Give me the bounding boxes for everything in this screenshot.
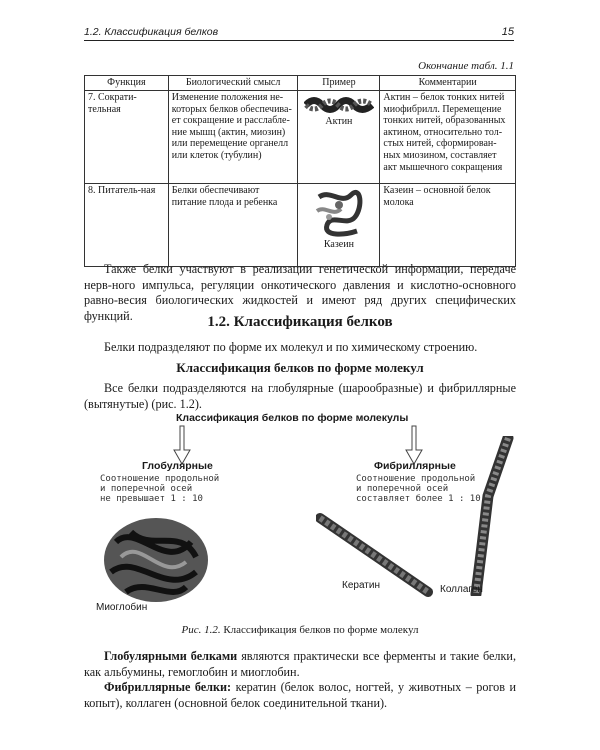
table-row [85, 91, 516, 184]
col-header-function: Функция [85, 76, 169, 91]
cell-example [298, 91, 380, 184]
col-header-comment: Комментарии [380, 76, 516, 91]
keratin-label: Кератин [342, 580, 380, 591]
section-title: 1.2. Классификация белков [207, 314, 393, 330]
header-section: 1.2. Классификация белков [84, 26, 219, 38]
fibrillar-term: Фибриллярные белки: [104, 680, 232, 694]
cell-meaning: Белки обеспечивают питание плода и ребенка [168, 184, 298, 267]
paragraph-shape: Все белки подразделяются на глобулярные (шарообразные) и фибриллярные (вытянутые) (рис. 1.2). [84, 381, 516, 411]
col-header-meaning: Биологический смысл [168, 76, 298, 91]
cell-comment: Актин – белок тонких нитей миофибрилл. Перемещение тонких нитей, образованных актином, относительно тол-стых нитей, сформирован-ных миозином, составляет акт мышечного сокращения [380, 91, 516, 184]
table-row [85, 184, 516, 267]
casein-structure-image [311, 187, 367, 239]
figure-caption-text: Классификация белков по форме молекул [223, 624, 419, 636]
myoglobin-label: Миоглобин [96, 602, 148, 613]
table-continuation-label: Окончание табл. 1.1 [418, 60, 514, 72]
globular-label: Глобулярные [142, 460, 213, 472]
running-header [84, 26, 514, 41]
protein-functions-table [84, 75, 516, 267]
figure-title: Классификация белков по форме молекулы [176, 412, 409, 424]
cell-comment: Казеин – основной белок молока [380, 184, 516, 267]
myoglobin-structure-image [96, 512, 216, 607]
paragraph-functions: Также белки участвуют в реализации генетической информации, передаче нерв-ного импульса, регуляции онкотического давления и кислотно-основного равно-весия биологических жидкостей и имеют ряд других специфических функций. [84, 262, 516, 323]
globular-text: являются практически все ферменты и такие белки, как альбумины, гемоглобин и миоглобин. [84, 649, 516, 679]
paragraph-globular [84, 649, 516, 680]
cell-function: 8. Питатель-ная [85, 184, 169, 267]
collagen-structure-image [468, 436, 518, 596]
globular-term: Глобулярными белками [104, 649, 238, 663]
globular-description: Соотношение продольной и поперечной осей не превышает 1 : 10 [100, 474, 220, 504]
figure-classification [84, 412, 516, 617]
cell-function: 7. Сократи-тельная [85, 91, 169, 184]
table-header-row [85, 76, 516, 91]
paragraph-fibrillar [84, 680, 516, 711]
fibrillar-description: Соотношение продольной и поперечной осей составляет более 1 : 10 [356, 474, 481, 504]
figure-caption-number: Рис. 1.2. [181, 624, 221, 636]
fibrillar-text: кератин (белок волос, ногтей, у животных – рогов и копыт), коллаген (основной белок соединительной ткани). [84, 680, 516, 710]
page-number: 15 [501, 26, 514, 38]
figure-caption [84, 624, 516, 636]
cell-meaning: Изменение положения не-которых белков обеспечива-ет сокращение и расслабле-ние мышц (актин, миозин) или перемещение органелл или клеток (тубулин) [168, 91, 298, 184]
col-header-example: Пример [298, 76, 380, 91]
fibrillar-label: Фибриллярные [374, 460, 456, 472]
example-caption: Актин [325, 116, 353, 127]
actin-structure-image [304, 94, 374, 116]
subsection-title: Классификация белков по форме молекул [176, 360, 424, 375]
cell-example [298, 184, 380, 267]
collagen-label: Коллаген [440, 584, 483, 595]
example-caption: Казеин [323, 239, 354, 250]
paragraph-intro: Белки подразделяют по форме их молекул и по химическому строению. [104, 340, 478, 354]
